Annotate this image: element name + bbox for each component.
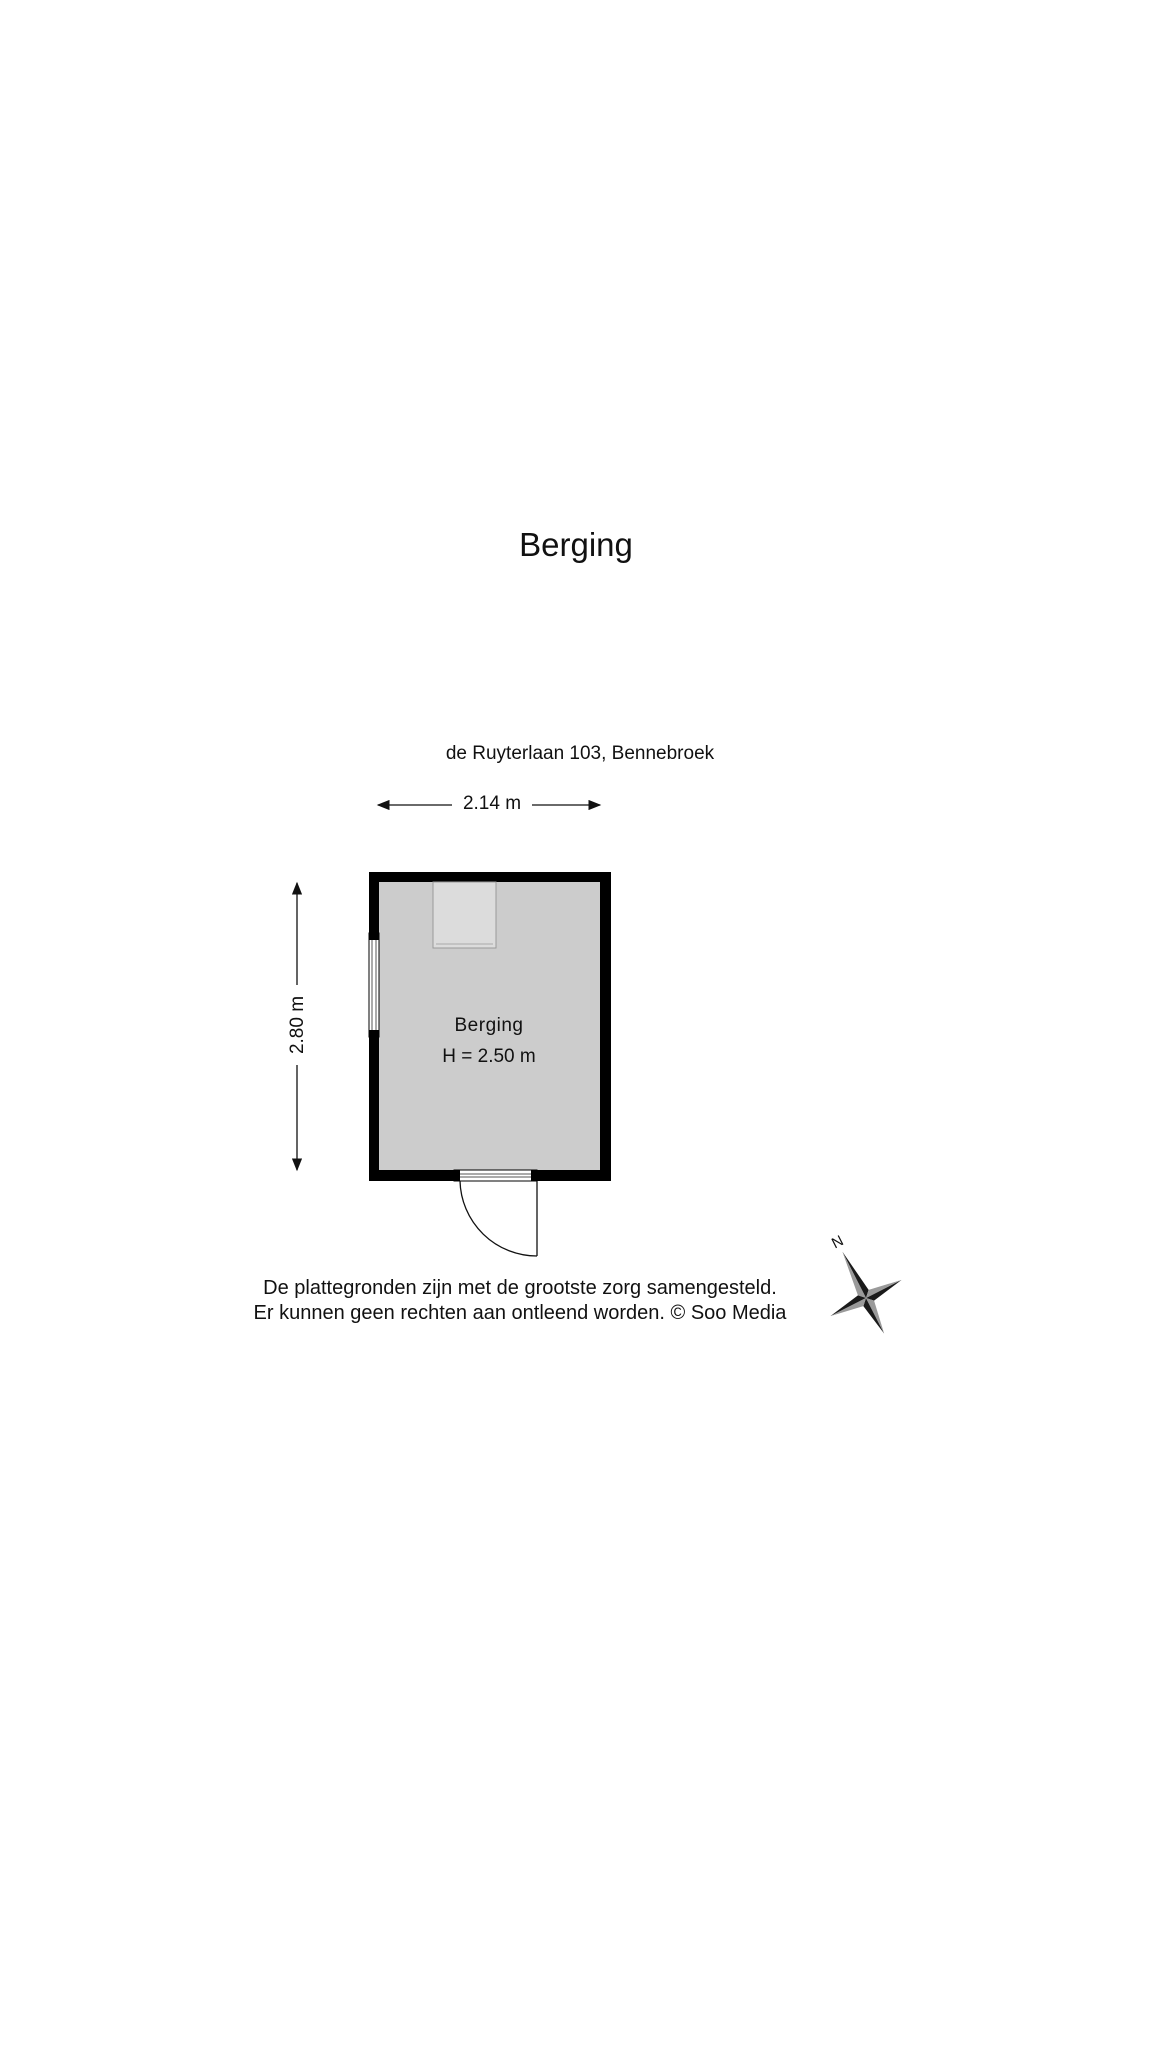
room-height-label: H = 2.50 m [442, 1046, 536, 1067]
window [369, 933, 379, 1037]
depth-dimension-label: 2.80 m [285, 985, 311, 1065]
address-label: de Ruyterlaan 103, Bennebroek [445, 743, 715, 764]
disclaimer-line-1: De plattegronden zijn met de grootste zorg samengesteld. [263, 1277, 777, 1299]
room-name-label: Berging [454, 1015, 524, 1036]
door [454, 1170, 537, 1256]
compass-north-label: N [828, 1232, 847, 1253]
disclaimer [200, 1276, 840, 1326]
width-dimension-label: 2.14 m [452, 792, 532, 816]
disclaimer-line-2: Er kunnen geen rechten aan ontleend worden. © Soo Media [253, 1302, 787, 1324]
page-title: Berging [519, 526, 633, 563]
appliance-unit [433, 882, 496, 948]
